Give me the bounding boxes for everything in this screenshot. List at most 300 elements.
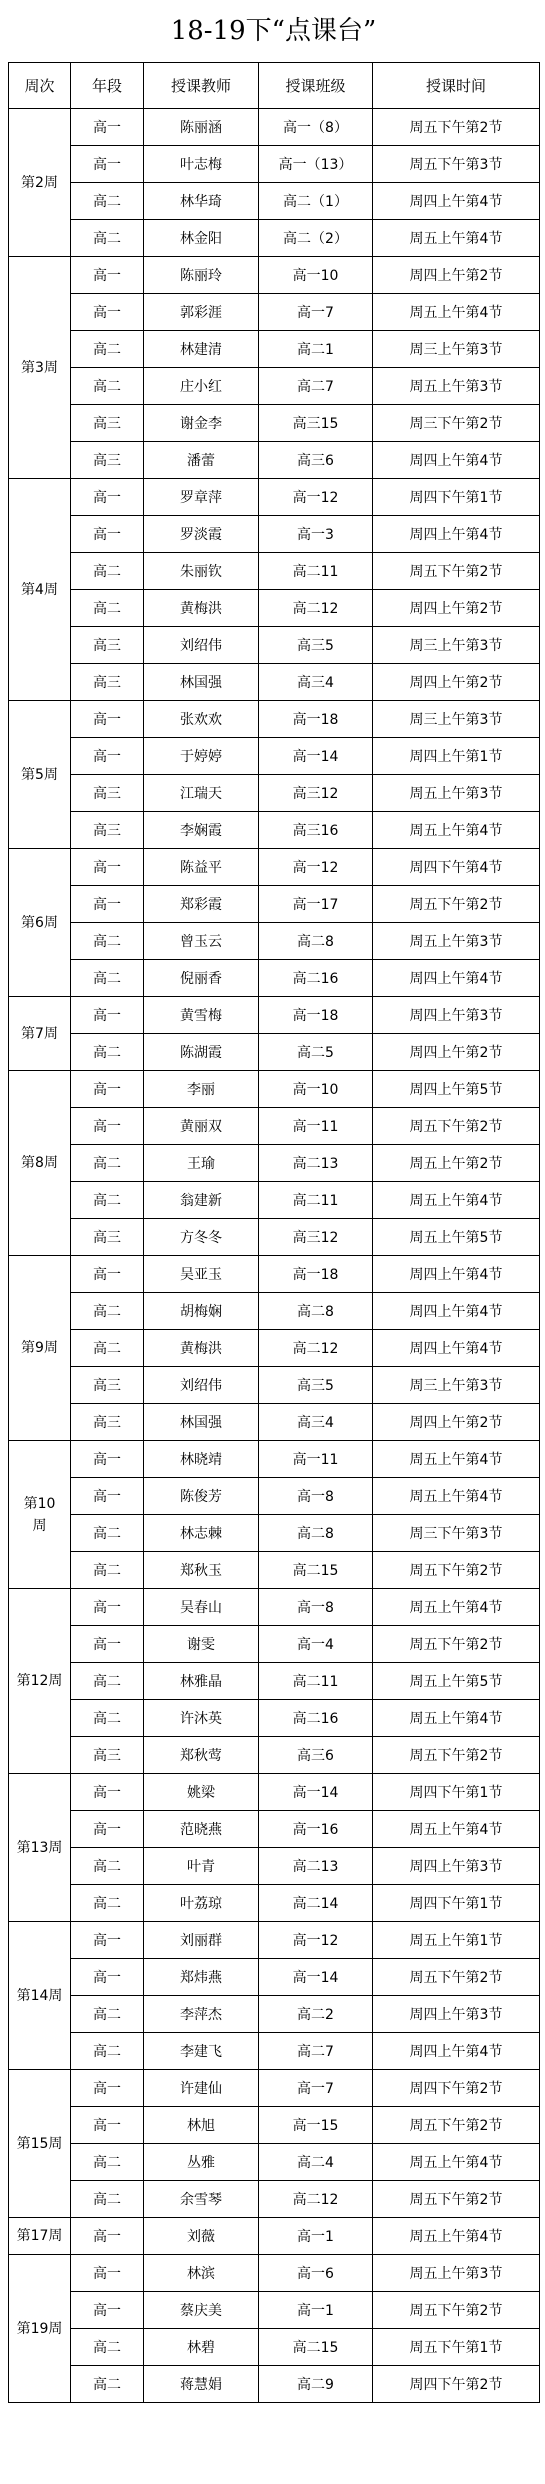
week-cell: 第6周 [9,849,71,997]
class-cell: 高三12 [259,1219,373,1256]
grade-cell: 高一 [71,1478,144,1515]
teacher-cell: 吴亚玉 [144,1256,259,1293]
table-row [9,1108,540,1145]
teacher-cell: 黄梅洪 [144,590,259,627]
table-row [9,1441,540,1478]
teacher-cell: 陈湖霞 [144,1034,259,1071]
teacher-cell: 姚梁 [144,1774,259,1811]
time-cell: 周四上午第2节 [373,1034,540,1071]
class-cell: 高二14 [259,1885,373,1922]
table-row [9,664,540,701]
class-cell: 高一3 [259,516,373,553]
teacher-cell: 郭彩涯 [144,294,259,331]
grade-cell: 高一 [71,1626,144,1663]
table-row [9,960,540,997]
time-cell: 周五上午第4节 [373,1700,540,1737]
time-cell: 周五上午第4节 [373,1182,540,1219]
time-cell: 周三下午第2节 [373,405,540,442]
class-cell: 高二16 [259,960,373,997]
grade-cell: 高一 [71,257,144,294]
class-cell: 高二13 [259,1848,373,1885]
table-row [9,1700,540,1737]
teacher-cell: 林雅晶 [144,1663,259,1700]
teacher-cell: 林国强 [144,664,259,701]
time-cell: 周五下午第1节 [373,2329,540,2366]
table-row [9,1478,540,1515]
time-cell: 周四下午第1节 [373,1885,540,1922]
grade-cell: 高二 [71,1034,144,1071]
table-row [9,2329,540,2366]
teacher-cell: 倪丽香 [144,960,259,997]
class-cell: 高一7 [259,2070,373,2107]
table-row [9,1959,540,1996]
table-row [9,1330,540,1367]
table-row [9,627,540,664]
time-cell: 周五下午第3节 [373,146,540,183]
time-cell: 周三下午第3节 [373,1515,540,1552]
time-cell: 周五上午第4节 [373,2218,540,2255]
sheet-title: 18-19下“点课台” [170,16,377,46]
grade-cell: 高三 [71,812,144,849]
class-cell: 高三5 [259,1367,373,1404]
schedule-table [8,62,540,2403]
grade-cell: 高二 [71,1182,144,1219]
time-cell: 周四下午第2节 [373,2366,540,2403]
grade-cell: 高二 [71,331,144,368]
table-row [9,886,540,923]
time-cell: 周五上午第5节 [373,1663,540,1700]
teacher-cell: 林建清 [144,331,259,368]
class-cell: 高一10 [259,1071,373,1108]
header-grade: 年段 [71,63,144,109]
grade-cell: 高二 [71,2033,144,2070]
week-cell: 第2周 [9,109,71,257]
teacher-cell: 陈益平 [144,849,259,886]
time-cell: 周三上午第3节 [373,701,540,738]
time-cell: 周五下午第2节 [373,2181,540,2218]
grade-cell: 高二 [71,1330,144,1367]
teacher-cell: 林晓靖 [144,1441,259,1478]
time-cell: 周五上午第4节 [373,2144,540,2181]
table-row [9,146,540,183]
teacher-cell: 许建仙 [144,2070,259,2107]
grade-cell: 高二 [71,923,144,960]
table-row [9,1256,540,1293]
class-cell: 高三12 [259,775,373,812]
time-cell: 周五上午第2节 [373,1145,540,1182]
time-cell: 周四上午第5节 [373,1071,540,1108]
table-row [9,997,540,1034]
table-row [9,1034,540,1071]
table-row [9,2218,540,2255]
class-cell: 高一12 [259,479,373,516]
grade-cell: 高三 [71,1219,144,1256]
table-row [9,516,540,553]
table-row [9,220,540,257]
table-row [9,1811,540,1848]
time-cell: 周四上午第4节 [373,1330,540,1367]
week-cell: 第8周 [9,1071,71,1256]
table-row [9,2107,540,2144]
time-cell: 周五上午第4节 [373,220,540,257]
grade-cell: 高一 [71,1441,144,1478]
table-row [9,109,540,146]
teacher-cell: 谢金李 [144,405,259,442]
header-time: 授课时间 [373,63,540,109]
time-cell: 周五下午第2节 [373,2107,540,2144]
time-cell: 周四上午第2节 [373,664,540,701]
time-cell: 周五下午第2节 [373,1626,540,1663]
grade-cell: 高二 [71,2329,144,2366]
time-cell: 周五上午第3节 [373,368,540,405]
grade-cell: 高二 [71,1293,144,1330]
class-cell: 高一15 [259,2107,373,2144]
table-row [9,1848,540,1885]
class-cell: 高二（2） [259,220,373,257]
grade-cell: 高一 [71,2218,144,2255]
teacher-cell: 林旭 [144,2107,259,2144]
header-row [9,63,540,109]
time-cell: 周五上午第1节 [373,1922,540,1959]
class-cell: 高二（1） [259,183,373,220]
teacher-cell: 陈丽涵 [144,109,259,146]
table-row [9,738,540,775]
time-cell: 周五下午第2节 [373,1959,540,1996]
grade-cell: 高二 [71,553,144,590]
time-cell: 周五上午第4节 [373,1811,540,1848]
class-cell: 高二8 [259,923,373,960]
grade-cell: 高一 [71,109,144,146]
class-cell: 高一11 [259,1441,373,1478]
teacher-cell: 翁建新 [144,1182,259,1219]
class-cell: 高二13 [259,1145,373,1182]
grade-cell: 高二 [71,183,144,220]
class-cell: 高一（8） [259,109,373,146]
header-class: 授课班级 [259,63,373,109]
table-row [9,590,540,627]
week-cell: 第7周 [9,997,71,1071]
teacher-cell: 刘薇 [144,2218,259,2255]
time-cell: 周五下午第2节 [373,553,540,590]
teacher-cell: 陈丽玲 [144,257,259,294]
table-row [9,2292,540,2329]
class-cell: 高一14 [259,1774,373,1811]
table-row [9,1145,540,1182]
class-cell: 高二12 [259,590,373,627]
class-cell: 高一18 [259,701,373,738]
grade-cell: 高一 [71,479,144,516]
teacher-cell: 胡梅娴 [144,1293,259,1330]
teacher-cell: 林华琦 [144,183,259,220]
table-row [9,1552,540,1589]
class-cell: 高二5 [259,1034,373,1071]
grade-cell: 高一 [71,294,144,331]
class-cell: 高一16 [259,1811,373,1848]
grade-cell: 高二 [71,2181,144,2218]
time-cell: 周四上午第4节 [373,1256,540,1293]
grade-cell: 高二 [71,1885,144,1922]
grade-cell: 高三 [71,664,144,701]
time-cell: 周四上午第3节 [373,997,540,1034]
grade-cell: 高三 [71,405,144,442]
class-cell: 高三4 [259,1404,373,1441]
time-cell: 周五上午第4节 [373,1478,540,1515]
class-cell: 高一17 [259,886,373,923]
class-cell: 高三6 [259,1737,373,1774]
class-cell: 高一18 [259,1256,373,1293]
grade-cell: 高一 [71,738,144,775]
table-row [9,1071,540,1108]
teacher-cell: 潘蕾 [144,442,259,479]
class-cell: 高一8 [259,1589,373,1626]
teacher-cell: 李萍杰 [144,1996,259,2033]
table-row [9,1626,540,1663]
grade-cell: 高二 [71,1552,144,1589]
table-row [9,331,540,368]
table-row [9,479,540,516]
time-cell: 周四上午第4节 [373,960,540,997]
time-cell: 周四上午第1节 [373,738,540,775]
teacher-cell: 范晓燕 [144,1811,259,1848]
class-cell: 高一12 [259,1922,373,1959]
class-cell: 高一8 [259,1478,373,1515]
grade-cell: 高一 [71,2070,144,2107]
table-row [9,553,540,590]
week-cell: 第13周 [9,1774,71,1922]
time-cell: 周五上午第5节 [373,1219,540,1256]
table-row [9,2070,540,2107]
week-cell: 第4周 [9,479,71,701]
time-cell: 周四上午第4节 [373,516,540,553]
class-cell: 高三15 [259,405,373,442]
teacher-cell: 于婷婷 [144,738,259,775]
week-cell: 第14周 [9,1922,71,2070]
class-cell: 高一（13） [259,146,373,183]
table-row [9,1219,540,1256]
time-cell: 周五上午第3节 [373,2255,540,2292]
class-cell: 高一18 [259,997,373,1034]
class-cell: 高二8 [259,1293,373,1330]
class-cell: 高一1 [259,2218,373,2255]
table-row [9,183,540,220]
class-cell: 高二12 [259,2181,373,2218]
time-cell: 周五上午第3节 [373,923,540,960]
time-cell: 周五下午第2节 [373,1552,540,1589]
table-row [9,1996,540,2033]
teacher-cell: 刘绍伟 [144,627,259,664]
teacher-cell: 林碧 [144,2329,259,2366]
grade-cell: 高三 [71,627,144,664]
header-week: 周次 [9,63,71,109]
teacher-cell: 王瑜 [144,1145,259,1182]
grade-cell: 高三 [71,775,144,812]
class-cell: 高二9 [259,2366,373,2403]
teacher-cell: 刘丽群 [144,1922,259,1959]
table-row [9,2144,540,2181]
table-row [9,1293,540,1330]
time-cell: 周五上午第4节 [373,1589,540,1626]
time-cell: 周四上午第4节 [373,2033,540,2070]
teacher-cell: 郑秋玉 [144,1552,259,1589]
teacher-cell: 林金阳 [144,220,259,257]
teacher-cell: 李建飞 [144,2033,259,2070]
teacher-cell: 张欢欢 [144,701,259,738]
grade-cell: 高一 [71,2107,144,2144]
table-row [9,2033,540,2070]
grade-cell: 高二 [71,1700,144,1737]
teacher-cell: 叶荔琼 [144,1885,259,1922]
grade-cell: 高二 [71,960,144,997]
class-cell: 高二7 [259,368,373,405]
grade-cell: 高三 [71,1737,144,1774]
class-cell: 高二16 [259,1700,373,1737]
teacher-cell: 吴春山 [144,1589,259,1626]
teacher-cell: 郑彩霞 [144,886,259,923]
teacher-cell: 刘绍伟 [144,1367,259,1404]
time-cell: 周五下午第2节 [373,886,540,923]
grade-cell: 高一 [71,997,144,1034]
class-cell: 高二1 [259,331,373,368]
teacher-cell: 谢雯 [144,1626,259,1663]
time-cell: 周四上午第2节 [373,257,540,294]
grade-cell: 高一 [71,516,144,553]
table-row [9,1367,540,1404]
table-row [9,294,540,331]
table-row [9,812,540,849]
grade-cell: 高一 [71,701,144,738]
grade-cell: 高一 [71,1774,144,1811]
teacher-cell: 曾玉云 [144,923,259,960]
table-row [9,2181,540,2218]
class-cell: 高一10 [259,257,373,294]
class-cell: 高一14 [259,738,373,775]
grade-cell: 高一 [71,1811,144,1848]
teacher-cell: 许沐英 [144,1700,259,1737]
week-cell: 第3周 [9,257,71,479]
schedule-body [9,109,540,2403]
class-cell: 高三6 [259,442,373,479]
class-cell: 高二7 [259,2033,373,2070]
teacher-cell: 黄雪梅 [144,997,259,1034]
grade-cell: 高一 [71,886,144,923]
grade-cell: 高一 [71,2292,144,2329]
table-row [9,2255,540,2292]
time-cell: 周五下午第2节 [373,1737,540,1774]
table-row [9,405,540,442]
teacher-cell: 罗淡霞 [144,516,259,553]
week-cell: 第19周 [9,2255,71,2403]
teacher-cell: 朱丽钦 [144,553,259,590]
grade-cell: 高二 [71,590,144,627]
class-cell: 高三16 [259,812,373,849]
grade-cell: 高一 [71,1071,144,1108]
table-row [9,1515,540,1552]
grade-cell: 高二 [71,2144,144,2181]
table-row [9,1404,540,1441]
grade-cell: 高二 [71,1145,144,1182]
table-row [9,2366,540,2403]
teacher-cell: 林滨 [144,2255,259,2292]
table-row [9,257,540,294]
time-cell: 周三上午第3节 [373,331,540,368]
week-cell: 第15周 [9,2070,71,2218]
teacher-cell: 黄梅洪 [144,1330,259,1367]
time-cell: 周四上午第3节 [373,1996,540,2033]
grade-cell: 高一 [71,1589,144,1626]
teacher-cell: 余雪琴 [144,2181,259,2218]
class-cell: 高一6 [259,2255,373,2292]
grade-cell: 高二 [71,1663,144,1700]
teacher-cell: 蒋慧娟 [144,2366,259,2403]
teacher-cell: 江瑞天 [144,775,259,812]
week-cell: 第12周 [9,1589,71,1774]
week-cell: 第10周 [9,1441,71,1589]
teacher-cell: 李丽 [144,1071,259,1108]
teacher-cell: 黄丽双 [144,1108,259,1145]
teacher-cell: 林国强 [144,1404,259,1441]
grade-cell: 高一 [71,1256,144,1293]
table-row [9,442,540,479]
grade-cell: 高三 [71,442,144,479]
grade-cell: 高一 [71,1108,144,1145]
table-row [9,1774,540,1811]
week-cell: 第17周 [9,2218,71,2255]
table-row [9,1922,540,1959]
grade-cell: 高一 [71,2255,144,2292]
time-cell: 周四下午第4节 [373,849,540,886]
grade-cell: 高三 [71,1404,144,1441]
table-row [9,1737,540,1774]
table-row [9,1182,540,1219]
teacher-cell: 郑炜燕 [144,1959,259,1996]
teacher-cell: 罗章萍 [144,479,259,516]
class-cell: 高二2 [259,1996,373,2033]
grade-cell: 高三 [71,1367,144,1404]
class-cell: 高二8 [259,1515,373,1552]
teacher-cell: 林志棘 [144,1515,259,1552]
class-cell: 高二12 [259,1330,373,1367]
table-row [9,701,540,738]
grade-cell: 高二 [71,1515,144,1552]
grade-cell: 高二 [71,368,144,405]
time-cell: 周三上午第3节 [373,627,540,664]
class-cell: 高二15 [259,2329,373,2366]
time-cell: 周五下午第2节 [373,2292,540,2329]
time-cell: 周四上午第3节 [373,1848,540,1885]
week-cell: 第9周 [9,1256,71,1441]
table-row [9,923,540,960]
class-cell: 高一4 [259,1626,373,1663]
teacher-cell: 陈俊芳 [144,1478,259,1515]
time-cell: 周四下午第2节 [373,2070,540,2107]
time-cell: 周四下午第1节 [373,1774,540,1811]
time-cell: 周三上午第3节 [373,1367,540,1404]
time-cell: 周四上午第4节 [373,442,540,479]
week-cell: 第5周 [9,701,71,849]
grade-cell: 高二 [71,1848,144,1885]
class-cell: 高三5 [259,627,373,664]
time-cell: 周五下午第2节 [373,109,540,146]
time-cell: 周五下午第2节 [373,1108,540,1145]
teacher-cell: 叶青 [144,1848,259,1885]
header-teacher: 授课教师 [144,63,259,109]
teacher-cell: 郑秋莺 [144,1737,259,1774]
teacher-cell: 丛雅 [144,2144,259,2181]
class-cell: 高一11 [259,1108,373,1145]
class-cell: 高二15 [259,1552,373,1589]
class-cell: 高一1 [259,2292,373,2329]
table-row [9,1663,540,1700]
